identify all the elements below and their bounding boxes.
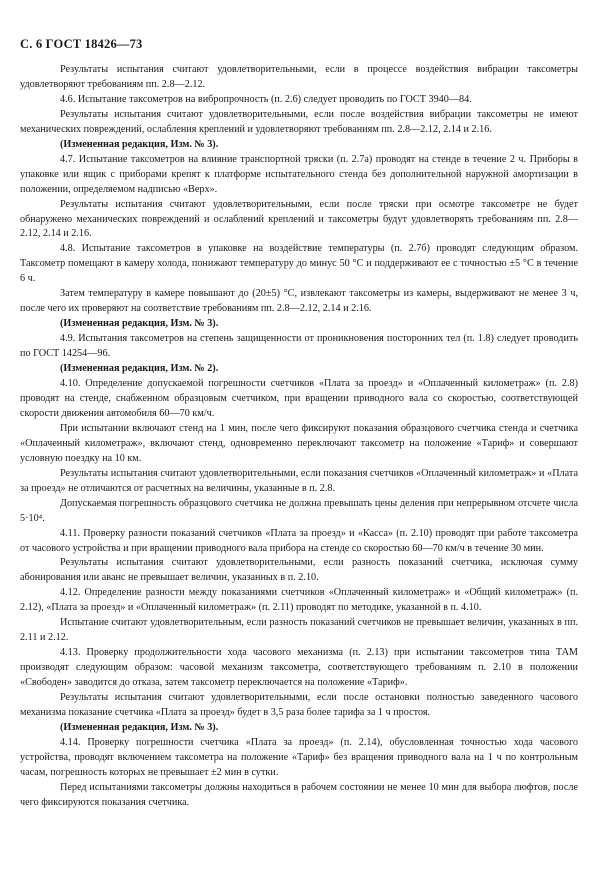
paragraph: Результаты испытания считают удовлетворительными, если показания счетчиков «Оплаченный километраж» и «Плата за проезд» не отличаются от расчетных на величины, указанные в п. 2.8. bbox=[20, 467, 578, 494]
paragraph: Перед испытаниями таксометры должны находиться в рабочем состоянии не менее 10 мин для выбора люфтов, после чего фиксируются показания счетчика. bbox=[20, 781, 578, 808]
paragraph: 4.11. Проверку разности показаний счетчиков «Плата за проезд» и «Касса» (п. 2.10) проводят при работе таксометра от часового устройства и при вращении приводного вала прибора на стенде со скоростью 60—70 км/ч в течение 30 мин. bbox=[20, 527, 578, 554]
paragraph: При испытании включают стенд на 1 мин, после чего фиксируют показания образцового счетчика стенда и счетчика «Оплаченный километраж», включают стенд, одновременно переключают таксометр на положение «Тариф» и совершают условную поездку на 10 км. bbox=[20, 422, 578, 464]
paragraph: Допускаемая погрешность образцового счетчика не должна превышать цены деления при непрерывном отсчете числа 5·10⁴. bbox=[20, 497, 578, 524]
paragraph: Результаты испытания считают удовлетворительными, если разность показаний счетчика, исключая сумму абонирования или аванс не превышает величин, указанных в п. 2.10. bbox=[20, 557, 578, 584]
revision-note: (Измененная редакция, Изм. № 3). bbox=[60, 721, 219, 733]
paragraph: 4.10. Определение допускаемой погрешности счетчиков «Плата за проезд» и «Оплаченный километраж» (п. 2.8) проводят на стенде, снабженном образцовым счетчиком, при вращении приводного вала со скоростью, соответствующей скорости движения автомобиля 60—70 км/ч. bbox=[20, 378, 578, 419]
paragraph: 4.6. Испытание таксометров на вибропрочность (п. 2.6) следует проводить по ГОСТ 3940—84. bbox=[60, 93, 472, 105]
paragraph: Затем температуру в камере повышают до (20±5) °С, извлекают таксометры из камеры, выдерживают не менее 3 ч, после чего их проверяют на соответствие требованиям пп. 2.8—2.12, 2.14 и 2.16. bbox=[20, 288, 578, 315]
paragraph: 4.13. Проверку продолжительности хода часового механизма (п. 2.13) при испытании таксометров типа ТАМ производят следующим образом: часовой механизм таксометра, соответствующего требованиям п. 2.10 в положении «Свободен» заводится до отказа, затем таксометр переключается на положение «Тариф». bbox=[20, 647, 578, 689]
paragraph: Результаты испытания считают удовлетворительными, если в процессе воздействия вибрации таксометры удовлетворяют требованиям пп. 2.8—2.12. bbox=[20, 64, 578, 90]
paragraph: Испытание считают удовлетворительным, если разность показаний счетчиков не превышает величин, указанных в пп. 2.11 и 2.12. bbox=[20, 617, 578, 644]
paragraph: 4.8. Испытание таксометров в упаковке на воздействие температуры (п. 2.7б) проводят следующим образом. Таксометр помещают в камеру холода, понижают температуру до минус 50 °С и поддерживают ее с точностью ±5 °С в течение 6 ч. bbox=[20, 243, 578, 285]
paragraph: 4.14. Проверку погрешности счетчика «Плата за проезд» (п. 2.14), обусловленная точностью хода часового устройства, проводят включением таксометра на положение «Тариф» без вращения приводного вала на 1 ч по контрольным часам, погрешность которых не превышает ±2 мин в сутки. bbox=[20, 736, 578, 778]
revision-note: (Измененная редакция, Изм. № 2). bbox=[60, 363, 219, 375]
revision-note: (Измененная редакция, Изм. № 3). bbox=[60, 138, 219, 150]
paragraph: 4.7. Испытание таксометров на влияние транспортной тряски (п. 2.7а) проводят на стенде в течение 2 ч. Приборы в упаковке или ящик с приборами крепят к платформе испытательного стенда без дополнительной наружной амортизации в положении, определяемом надписью «Верх». bbox=[20, 153, 578, 195]
paragraph: Результаты испытания считают удовлетворительными, если после воздействия вибрации таксометры не имеют механических повреждений, ослабления креплений и удовлетворяют требованиям пп. 2.8—2.12, 2.14 и 2.16. bbox=[20, 108, 578, 135]
paragraph: Результаты испытания считают удовлетворительными, если после тряски при осмотре таксометре не будет обнаружено механических повреждений и ослаблений креплений и таксометры будут удовлетворять требованиям пп. 2.8—2.12, 2.14 и 2.16. bbox=[20, 198, 578, 240]
document-body bbox=[20, 63, 578, 811]
revision-note: (Измененная редакция, Изм. № 3). bbox=[60, 318, 219, 330]
paragraph: 4.9. Испытания таксометров на степень защищенности от проникновения посторонних тел (п. 1.8) следует проводить по ГОСТ 14254—96. bbox=[20, 333, 578, 360]
page-header: С. 6 ГОСТ 18426—73 bbox=[20, 37, 143, 51]
paragraph: Результаты испытания считают удовлетворительными, если после остановки полностью заведенного часового механизма показание счетчика «Плата за проезд» будет в 3,5 раза более тарифа за 1 ч простоя. bbox=[20, 692, 578, 718]
paragraph: 4.12. Определение разности между показаниями счетчиков «Оплаченный километраж» и «Общий километраж» (п. 2.12), «Плата за проезд» и «Оплаченный километраж» (п. 2.11) проводят по методике, указанной в п. 4.10. bbox=[20, 587, 578, 614]
